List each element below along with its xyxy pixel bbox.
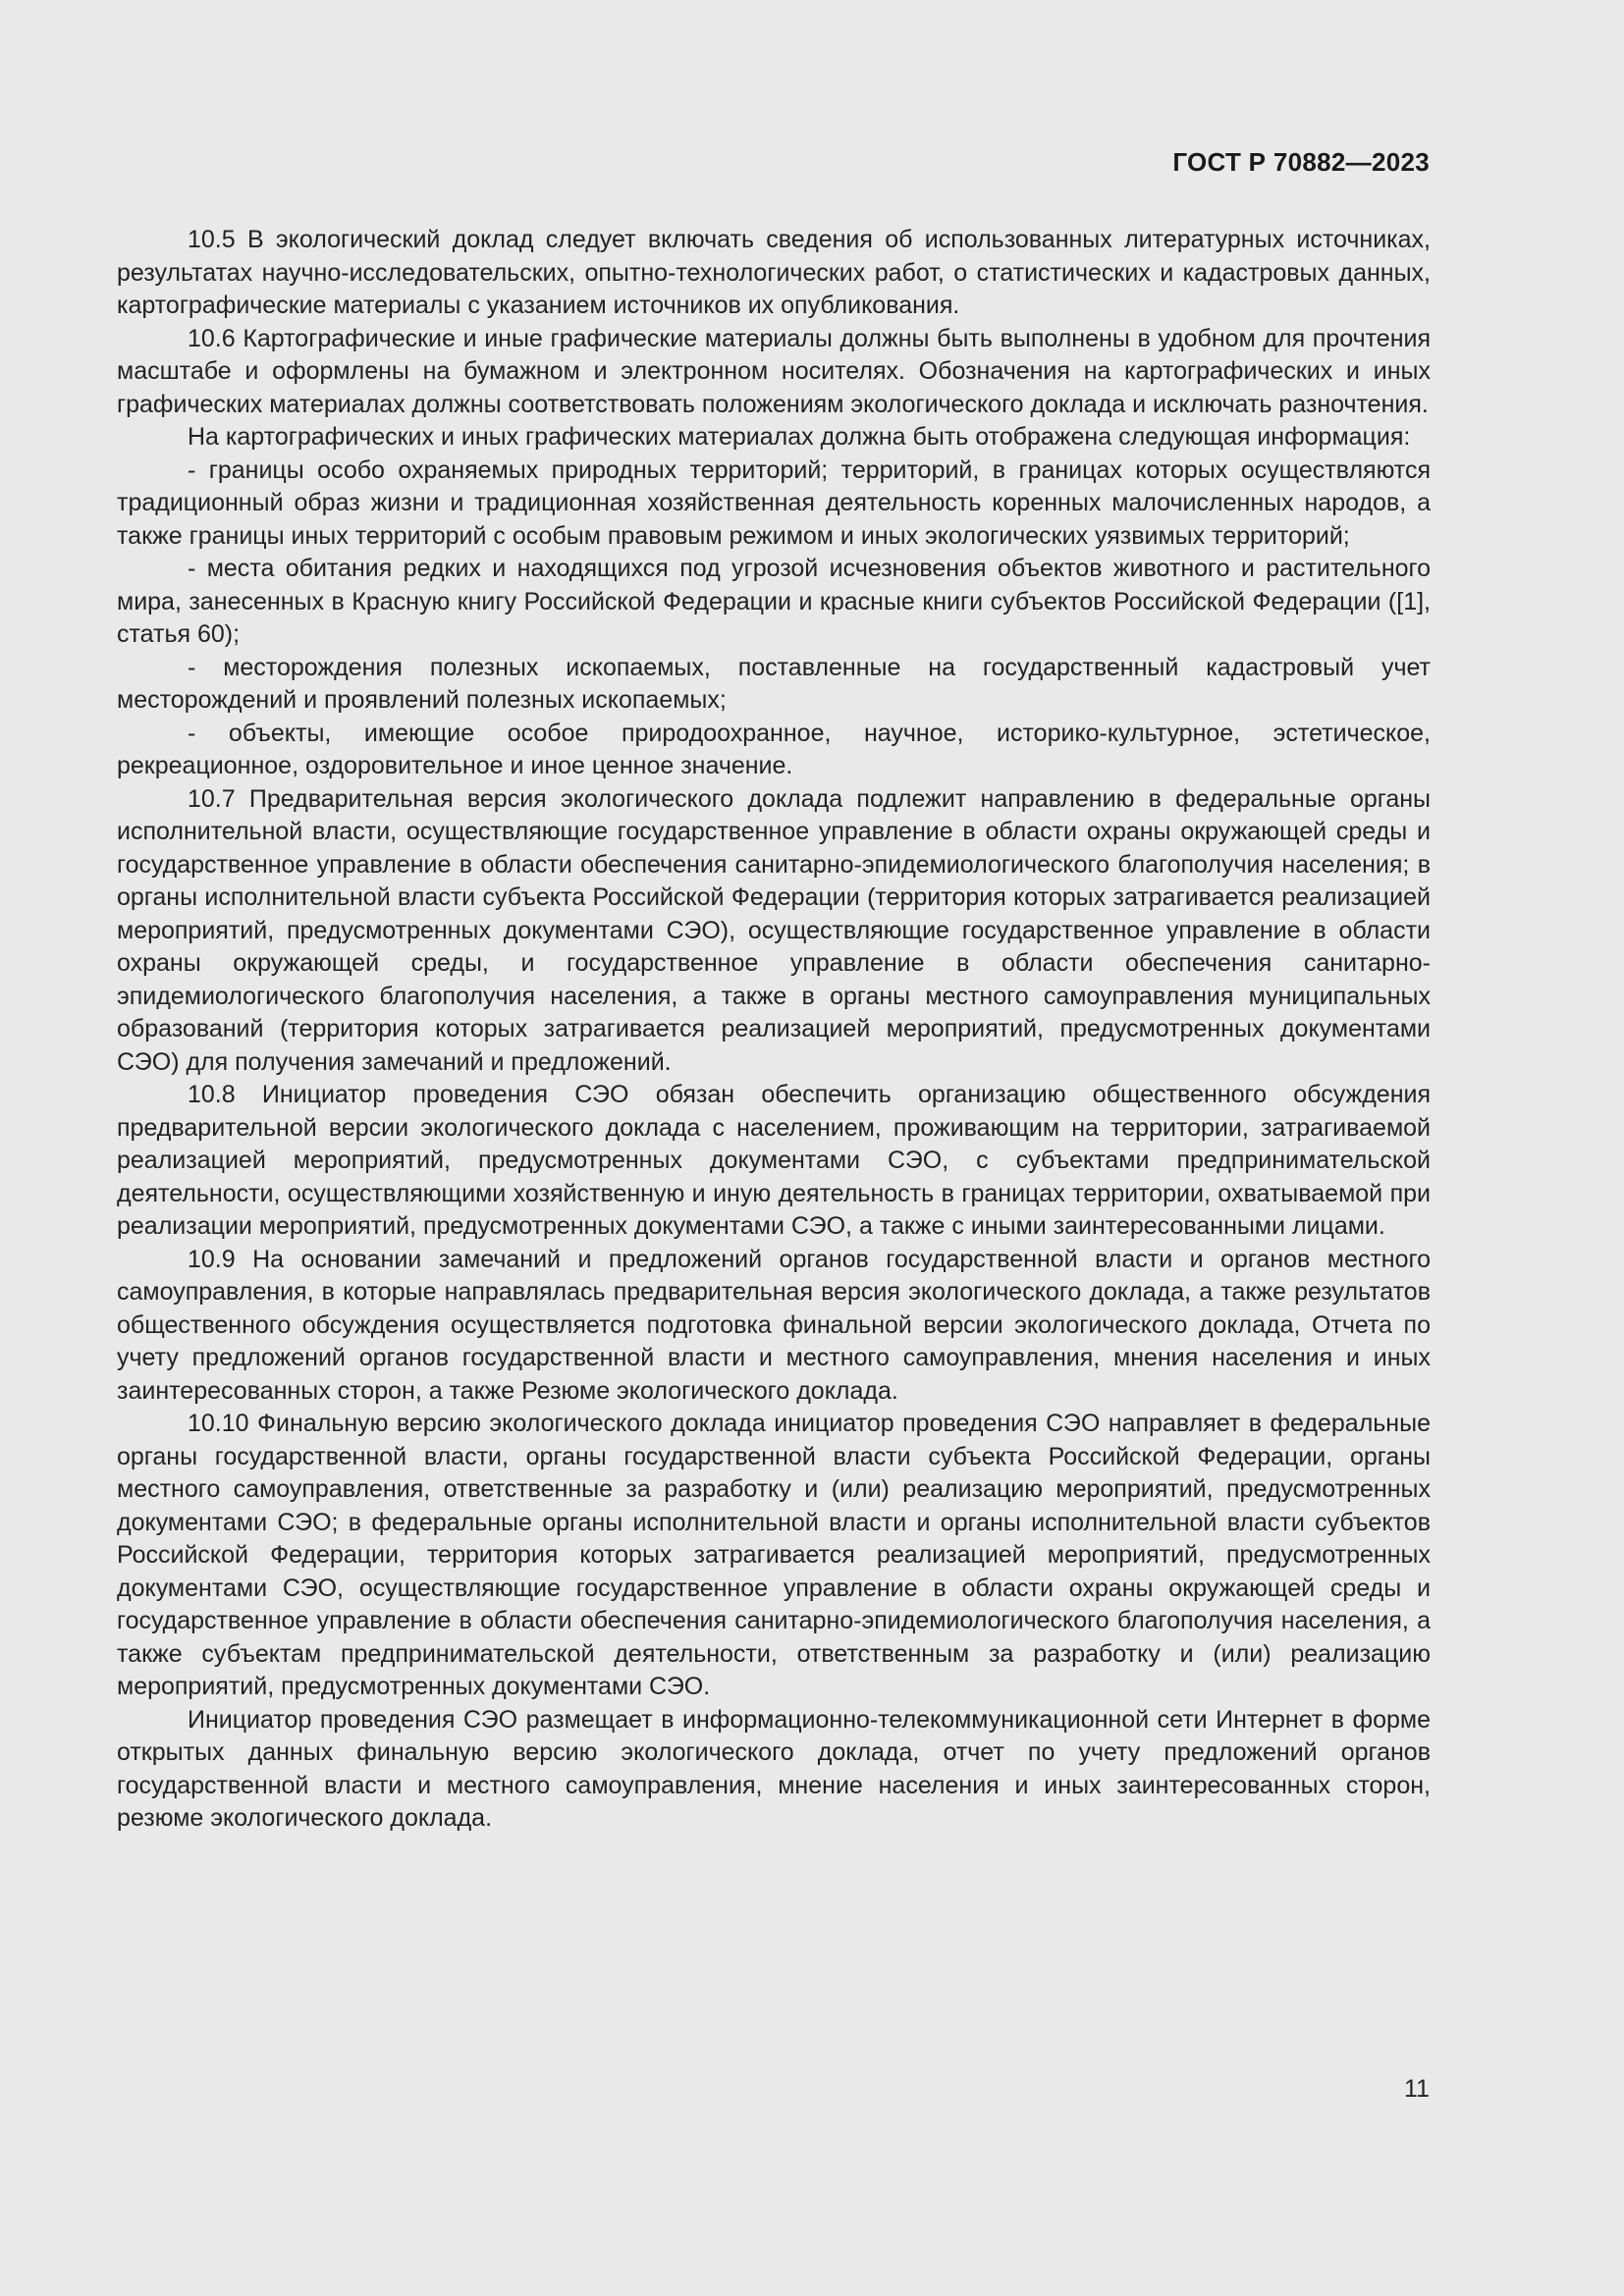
standard-code-header: ГОСТ Р 70882—2023 <box>1172 147 1430 177</box>
list-item-mineral-deposits: - месторождения полезных ископаемых, поставленные на государственный кадастровый учет месторождений и проявлений полезных ископаемых; <box>117 653 1431 714</box>
list-item-habitats: - места обитания редких и находящихся под угрозой исчезновения объектов животного и растительного мира, занесенных в Красную книгу Российской Федерации и красные книги субъектов Российской Федерации ([1], статья 60); <box>117 555 1431 648</box>
paragraph-10-9: 10.9 На основании замечаний и предложений органов государственной власти и органов местного самоуправления, в которые направлялась предварительная версия экологического доклада, а также результатов общественного обсуждения осуществляется подготовка финальной версии экологического доклада, Отчета по учету предложений органов государственной власти и местного самоуправления, мнения населения и иных заинтересованных сторон, а также Резюме экологического доклада. <box>117 1245 1431 1405</box>
page-number: 11 <box>1404 2075 1430 2103</box>
list-item-protected-territories: - границы особо охраняемых природных территорий; территорий, в границах которых осуществляются традиционный образ жизни и традиционная хозяйственная деятельность коренных малочисленных народов, а также границы иных территорий с особым правовым режимом и иных экологических уязвимых территорий; <box>117 455 1431 550</box>
paragraph-10-7: 10.7 Предварительная версия экологического доклада подлежит направлению в федеральные органы исполнительной власти, осуществляющие государственное управление в области охраны окружающей среды и государственное управление в области обеспечения санитарно-эпидемиологического благополучия населения; в органы исполнительной власти субъекта Российской Федерации (территория которых затрагивается реализацией мероприятий, предусмотренных документами СЭО), осуществляющие государственное управление в области охраны окружающей среды, и государственное управление в области обеспечения санитарно-эпидемиологического благополучия населения, а также в органы местного самоуправления муниципальных образований (территория которых затрагивается реализацией мероприятий, предусмотренных документами СЭО) для получения замечаний и предложений. <box>117 784 1431 1076</box>
paragraph-10-6: 10.6 Картографические и иные графические материалы должны быть выполнены в удобном для прочтения масштабе и оформлены на бумажном и электронном носителях. Обозначения на картографических и иных графических материалах должны соответствовать положениям экологического доклада и исключать разночтения. <box>117 324 1431 418</box>
paragraph-map-info-intro: На картографических и иных графических материалах должна быть отображена следующая информация: <box>188 423 1411 451</box>
paragraph-10-5: 10.5 В экологический доклад следует включать сведения об использованных литературных источниках, результатах научно-исследовательских, опытно-технологических работ, о статистических и кадастровых данных, картографические материалы с указанием источников их опубликования. <box>117 226 1431 319</box>
document-body <box>117 224 1431 1836</box>
paragraph-10-8: 10.8 Инициатор проведения СЭО обязан обеспечить организацию общественного обсуждения предварительной версии экологического доклада с населением, проживающим на территории, затрагиваемой реализацией мероприятий, предусмотренных документами СЭО, с субъектами предпринимательской деятельности, осуществляющими хозяйственную и иную деятельность в границах территории, охватываемой при реализации мероприятий, предусмотренных документами СЭО, а также с иными заинтересованными лицами. <box>117 1081 1431 1240</box>
paragraph-publication: Инициатор проведения СЭО размещает в информационно-телекоммуникационной сети Интернет в форме открытых данных финальную версию экологического доклада, отчет по учету предложений органов государственной власти и местного самоуправления, мнение населения и иных заинтересованных сторон, резюме экологического доклада. <box>117 1705 1431 1832</box>
paragraph-10-10: 10.10 Финальную версию экологического доклада инициатор проведения СЭО направляет в федеральные органы государственной власти, органы государственной власти субъекта Российской Федерации, органы местного самоуправления, ответственные за разработку и (или) реализацию мероприятий, предусмотренных документами СЭО; в федеральные органы исполнительной власти и органы исполнительной власти субъектов Российской Федерации, территория которых затрагивается реализацией мероприятий, предусмотренных документами СЭО, осуществляющие государственное управление в области охраны окружающей среды и государственное управление в области обеспечения санитарно-эпидемиологического благополучия населения, а также субъектам предпринимательской деятельности, ответственным за разработку и (или) реализацию мероприятий, предусмотренных документами СЭО. <box>117 1410 1431 1700</box>
list-item-special-objects: - объекты, имеющие особое природоохранное, научное, историко-культурное, эстетическое, рекреационное, оздоровительное и иное ценное значение. <box>117 719 1431 779</box>
